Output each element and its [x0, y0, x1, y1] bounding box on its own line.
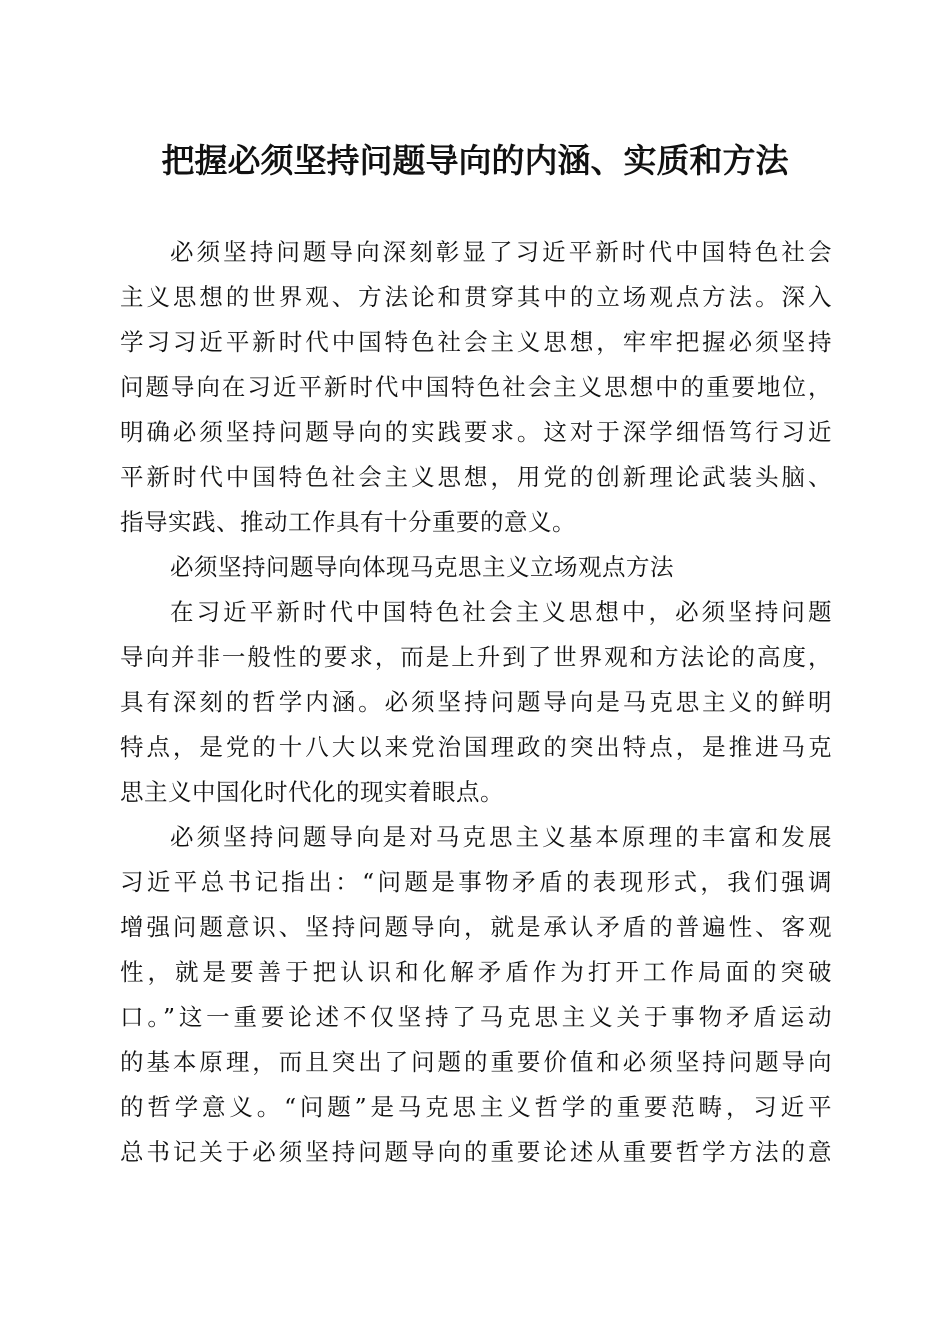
paragraph-line: 学习习近平新时代中国特色社会主义思想，牢牢把握必须坚持: [120, 328, 832, 356]
paragraph-line: 思主义中国化时代化的现实着眼点。: [120, 778, 504, 806]
paragraph-line: 的基本原理，而且突出了问题的重要价值和必须坚持问题导向: [120, 1048, 832, 1076]
paragraph-line: 问题导向在习近平新时代中国特色社会主义思想中的重要地位，: [120, 373, 832, 401]
section-heading: 必须坚持问题导向是对马克思主义基本原理的丰富和发展: [170, 823, 832, 851]
paragraph-line: 口。”这一重要论述不仅坚持了马克思主义关于事物矛盾运动: [120, 1003, 832, 1031]
paragraph-line: 的哲学意义。“问题”是马克思主义哲学的重要范畴，习近平: [120, 1093, 832, 1121]
paragraph-line: 必须坚持问题导向深刻彰显了习近平新时代中国特色社会: [170, 238, 832, 266]
document-title: 把握必须坚持问题导向的内涵、实质和方法: [161, 141, 789, 180]
paragraph-line: 平新时代中国特色社会主义思想，用党的创新理论武装头脑、: [120, 463, 832, 491]
paragraph-line: 具有深刻的哲学内涵。必须坚持问题导向是马克思主义的鲜明: [120, 688, 832, 716]
paragraph-line: 总书记关于必须坚持问题导向的重要论述从重要哲学方法的意: [120, 1138, 832, 1166]
paragraph-line: 指导实践、推动工作具有十分重要的意义。: [120, 508, 576, 536]
paragraph-line: 导向并非一般性的要求，而是上升到了世界观和方法论的高度，: [120, 643, 832, 671]
paragraph-line: 在习近平新时代中国特色社会主义思想中，必须坚持问题: [170, 598, 832, 626]
document-body: [120, 230, 832, 1175]
paragraph-line: 增强问题意识、坚持问题导向，就是承认矛盾的普遍性、客观: [120, 913, 832, 941]
paragraph-line: 主义思想的世界观、方法论和贯穿其中的立场观点方法。深入: [120, 283, 832, 311]
paragraph-line: 习近平总书记指出：“问题是事物矛盾的表现形式，我们强调: [120, 868, 832, 896]
paragraph-line: 明确必须坚持问题导向的实践要求。这对于深学细悟笃行习近: [120, 418, 832, 446]
paragraph-line: 性，就是要善于把认识和化解矛盾作为打开工作局面的突破: [120, 958, 832, 986]
paragraph-line: 特点，是党的十八大以来党治国理政的突出特点，是推进马克: [120, 733, 832, 761]
section-heading: 必须坚持问题导向体现马克思主义立场观点方法: [170, 553, 674, 581]
